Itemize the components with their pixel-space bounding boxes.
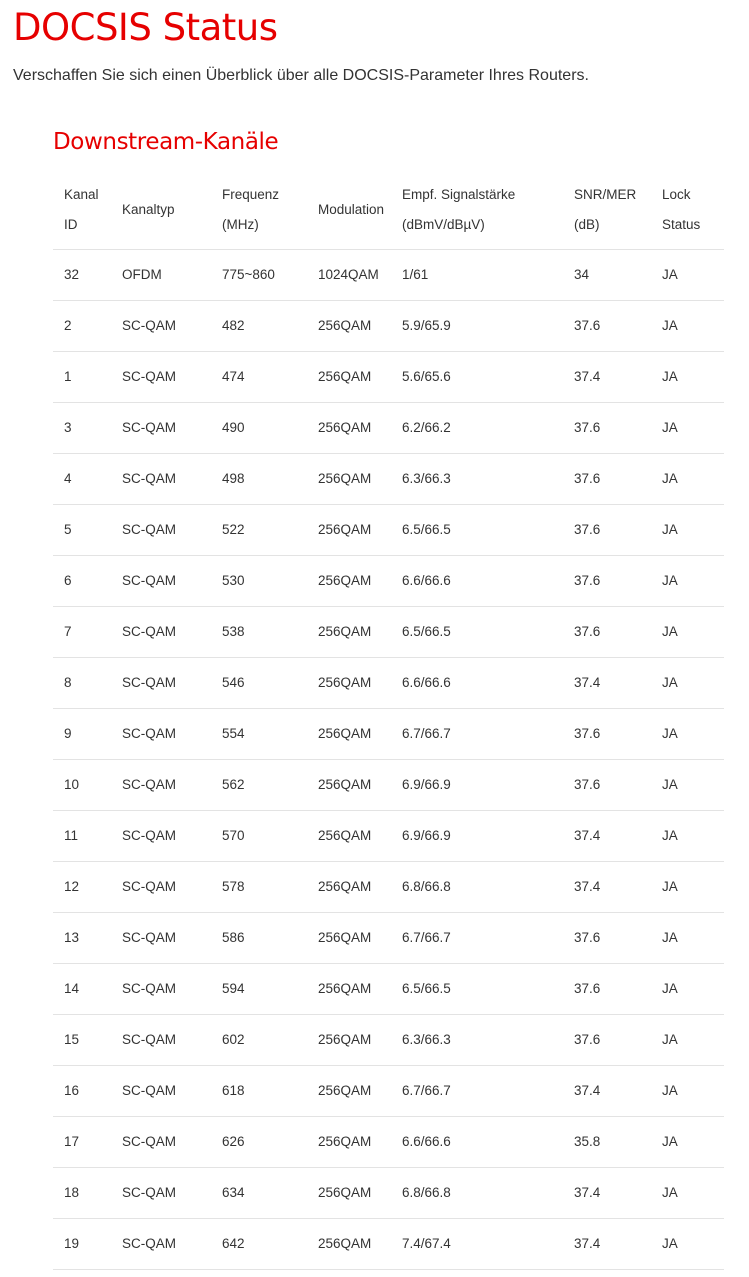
cell-snr-mer: 37.6 xyxy=(563,708,651,759)
cell-signal-power: 6.5/66.5 xyxy=(391,963,563,1014)
header-channel-id-line-1: Kanal xyxy=(64,187,99,203)
cell-lock-status: JA xyxy=(651,300,724,351)
cell-snr-mer: 37.4 xyxy=(563,1218,651,1269)
cell-signal-power: 6.7/66.7 xyxy=(391,912,563,963)
cell-signal-power: 6.7/66.7 xyxy=(391,1065,563,1116)
cell-signal-power: 5.6/65.6 xyxy=(391,351,563,402)
cell-modulation: 256QAM xyxy=(307,300,391,351)
cell-signal-power: 1/61 xyxy=(391,249,563,300)
cell-modulation: 256QAM xyxy=(307,606,391,657)
cell-lock-status: JA xyxy=(651,759,724,810)
table-row xyxy=(53,1218,724,1269)
cell-channel-type: SC-QAM xyxy=(111,1218,211,1269)
cell-channel-type: SC-QAM xyxy=(111,1014,211,1065)
table-body xyxy=(53,249,724,1269)
cell-lock-status: JA xyxy=(651,351,724,402)
cell-frequency: 562 xyxy=(211,759,307,810)
cell-snr-mer: 37.6 xyxy=(563,402,651,453)
table-row xyxy=(53,810,724,861)
cell-channel-type: SC-QAM xyxy=(111,708,211,759)
downstream-section-title: Downstream-Kanäle xyxy=(53,129,279,155)
cell-channel-type: SC-QAM xyxy=(111,504,211,555)
cell-signal-power: 6.9/66.9 xyxy=(391,810,563,861)
header-lock-status xyxy=(651,172,724,249)
cell-signal-power: 6.6/66.6 xyxy=(391,1116,563,1167)
cell-channel-id: 16 xyxy=(53,1065,111,1116)
cell-lock-status: JA xyxy=(651,963,724,1014)
cell-modulation: 256QAM xyxy=(307,1116,391,1167)
cell-channel-type: SC-QAM xyxy=(111,351,211,402)
cell-modulation: 256QAM xyxy=(307,708,391,759)
cell-modulation: 256QAM xyxy=(307,810,391,861)
cell-snr-mer: 37.6 xyxy=(563,555,651,606)
table-row xyxy=(53,912,724,963)
cell-signal-power: 6.7/66.7 xyxy=(391,708,563,759)
cell-frequency: 546 xyxy=(211,657,307,708)
cell-frequency: 634 xyxy=(211,1167,307,1218)
table-row xyxy=(53,555,724,606)
cell-frequency: 626 xyxy=(211,1116,307,1167)
cell-lock-status: JA xyxy=(651,861,724,912)
header-frequency-line-1: Frequenz xyxy=(222,187,280,203)
cell-frequency: 530 xyxy=(211,555,307,606)
table-row xyxy=(53,657,724,708)
cell-lock-status: JA xyxy=(651,810,724,861)
header-modulation xyxy=(307,172,391,249)
cell-lock-status: JA xyxy=(651,1218,724,1269)
cell-channel-id: 6 xyxy=(53,555,111,606)
cell-channel-id: 10 xyxy=(53,759,111,810)
table-row xyxy=(53,402,724,453)
cell-lock-status: JA xyxy=(651,606,724,657)
cell-signal-power: 6.6/66.6 xyxy=(391,555,563,606)
cell-modulation: 1024QAM xyxy=(307,249,391,300)
cell-channel-type: SC-QAM xyxy=(111,759,211,810)
downstream-channel-table xyxy=(53,172,724,1270)
cell-channel-id: 13 xyxy=(53,912,111,963)
cell-snr-mer: 37.6 xyxy=(563,1014,651,1065)
cell-modulation: 256QAM xyxy=(307,555,391,606)
header-channel-id-line-2: ID xyxy=(64,217,78,233)
cell-snr-mer: 35.8 xyxy=(563,1116,651,1167)
table-row xyxy=(53,1014,724,1065)
cell-channel-id: 15 xyxy=(53,1014,111,1065)
cell-lock-status: JA xyxy=(651,402,724,453)
cell-channel-type: SC-QAM xyxy=(111,963,211,1014)
cell-lock-status: JA xyxy=(651,453,724,504)
cell-channel-type: SC-QAM xyxy=(111,555,211,606)
cell-channel-id: 8 xyxy=(53,657,111,708)
header-snr-mer xyxy=(563,172,651,249)
table-row xyxy=(53,1065,724,1116)
cell-channel-type: SC-QAM xyxy=(111,1167,211,1218)
table-row xyxy=(53,249,724,300)
cell-lock-status: JA xyxy=(651,1065,724,1116)
cell-signal-power: 6.6/66.6 xyxy=(391,657,563,708)
cell-lock-status: JA xyxy=(651,708,724,759)
cell-channel-id: 19 xyxy=(53,1218,111,1269)
cell-lock-status: JA xyxy=(651,912,724,963)
header-channel-type xyxy=(111,172,211,249)
cell-modulation: 256QAM xyxy=(307,453,391,504)
cell-channel-type: SC-QAM xyxy=(111,402,211,453)
cell-frequency: 522 xyxy=(211,504,307,555)
cell-modulation: 256QAM xyxy=(307,351,391,402)
cell-channel-type: SC-QAM xyxy=(111,300,211,351)
cell-frequency: 538 xyxy=(211,606,307,657)
cell-frequency: 618 xyxy=(211,1065,307,1116)
cell-modulation: 256QAM xyxy=(307,1218,391,1269)
header-signal-power-line-2: (dBmV/dBµV) xyxy=(402,217,485,233)
table-row xyxy=(53,351,724,402)
cell-modulation: 256QAM xyxy=(307,759,391,810)
cell-channel-id: 14 xyxy=(53,963,111,1014)
cell-channel-id: 1 xyxy=(53,351,111,402)
page-title: DOCSIS Status xyxy=(13,6,278,49)
cell-frequency: 586 xyxy=(211,912,307,963)
cell-channel-id: 2 xyxy=(53,300,111,351)
header-frequency xyxy=(211,172,307,249)
cell-signal-power: 6.3/66.3 xyxy=(391,1014,563,1065)
page-subtitle: Verschaffen Sie sich einen Überblick über alle DOCSIS-Parameter Ihres Routers. xyxy=(13,67,589,84)
cell-signal-power: 6.5/66.5 xyxy=(391,606,563,657)
cell-frequency: 474 xyxy=(211,351,307,402)
header-snr-mer-line-1: SNR/MER xyxy=(574,187,637,203)
cell-channel-id: 18 xyxy=(53,1167,111,1218)
cell-signal-power: 6.2/66.2 xyxy=(391,402,563,453)
cell-channel-id: 9 xyxy=(53,708,111,759)
header-lock-status-line-1: Lock xyxy=(662,187,691,203)
cell-snr-mer: 37.4 xyxy=(563,861,651,912)
cell-snr-mer: 37.4 xyxy=(563,1167,651,1218)
cell-channel-id: 3 xyxy=(53,402,111,453)
cell-channel-id: 32 xyxy=(53,249,111,300)
cell-channel-type: SC-QAM xyxy=(111,1116,211,1167)
cell-signal-power: 6.8/66.8 xyxy=(391,861,563,912)
cell-lock-status: JA xyxy=(651,1116,724,1167)
cell-signal-power: 6.3/66.3 xyxy=(391,453,563,504)
header-signal-power-line-1: Empf. Signalstärke xyxy=(402,187,516,203)
table-row xyxy=(53,861,724,912)
table-row xyxy=(53,759,724,810)
cell-snr-mer: 37.6 xyxy=(563,606,651,657)
cell-channel-type: SC-QAM xyxy=(111,1065,211,1116)
table-row xyxy=(53,504,724,555)
table-row xyxy=(53,963,724,1014)
table-row xyxy=(53,1116,724,1167)
cell-frequency: 775~860 xyxy=(211,249,307,300)
cell-lock-status: JA xyxy=(651,657,724,708)
cell-snr-mer: 34 xyxy=(563,249,651,300)
cell-modulation: 256QAM xyxy=(307,1065,391,1116)
cell-signal-power: 7.4/67.4 xyxy=(391,1218,563,1269)
cell-lock-status: JA xyxy=(651,249,724,300)
cell-frequency: 570 xyxy=(211,810,307,861)
cell-channel-id: 17 xyxy=(53,1116,111,1167)
table-row xyxy=(53,300,724,351)
cell-frequency: 490 xyxy=(211,402,307,453)
cell-snr-mer: 37.4 xyxy=(563,351,651,402)
table-row xyxy=(53,453,724,504)
cell-channel-id: 5 xyxy=(53,504,111,555)
cell-snr-mer: 37.4 xyxy=(563,657,651,708)
cell-signal-power: 6.9/66.9 xyxy=(391,759,563,810)
cell-channel-id: 7 xyxy=(53,606,111,657)
header-lock-status-line-2: Status xyxy=(662,217,701,233)
cell-frequency: 594 xyxy=(211,963,307,1014)
cell-modulation: 256QAM xyxy=(307,504,391,555)
cell-snr-mer: 37.6 xyxy=(563,300,651,351)
cell-snr-mer: 37.6 xyxy=(563,504,651,555)
cell-channel-type: SC-QAM xyxy=(111,453,211,504)
cell-channel-type: SC-QAM xyxy=(111,861,211,912)
cell-lock-status: JA xyxy=(651,504,724,555)
header-modulation-line-1: Modulation xyxy=(318,202,385,218)
header-signal-power xyxy=(391,172,563,249)
cell-frequency: 602 xyxy=(211,1014,307,1065)
cell-lock-status: JA xyxy=(651,555,724,606)
cell-channel-type: SC-QAM xyxy=(111,657,211,708)
header-row xyxy=(53,172,724,249)
cell-lock-status: JA xyxy=(651,1167,724,1218)
cell-snr-mer: 37.6 xyxy=(563,453,651,504)
cell-modulation: 256QAM xyxy=(307,402,391,453)
cell-channel-type: SC-QAM xyxy=(111,606,211,657)
cell-snr-mer: 37.6 xyxy=(563,963,651,1014)
cell-frequency: 498 xyxy=(211,453,307,504)
cell-frequency: 482 xyxy=(211,300,307,351)
table-row xyxy=(53,1167,724,1218)
cell-modulation: 256QAM xyxy=(307,963,391,1014)
cell-modulation: 256QAM xyxy=(307,657,391,708)
cell-snr-mer: 37.4 xyxy=(563,1065,651,1116)
cell-channel-id: 12 xyxy=(53,861,111,912)
cell-modulation: 256QAM xyxy=(307,912,391,963)
cell-signal-power: 6.5/66.5 xyxy=(391,504,563,555)
header-channel-id xyxy=(53,172,111,249)
cell-channel-id: 11 xyxy=(53,810,111,861)
cell-modulation: 256QAM xyxy=(307,1014,391,1065)
table-row xyxy=(53,606,724,657)
cell-channel-type: SC-QAM xyxy=(111,810,211,861)
header-channel-type-line-1: Kanaltyp xyxy=(122,202,175,218)
cell-modulation: 256QAM xyxy=(307,861,391,912)
cell-snr-mer: 37.6 xyxy=(563,759,651,810)
header-snr-mer-line-2: (dB) xyxy=(574,217,600,233)
table-row xyxy=(53,708,724,759)
cell-frequency: 578 xyxy=(211,861,307,912)
cell-frequency: 554 xyxy=(211,708,307,759)
cell-signal-power: 6.8/66.8 xyxy=(391,1167,563,1218)
cell-frequency: 642 xyxy=(211,1218,307,1269)
cell-snr-mer: 37.4 xyxy=(563,810,651,861)
cell-modulation: 256QAM xyxy=(307,1167,391,1218)
table-header xyxy=(53,172,724,249)
cell-signal-power: 5.9/65.9 xyxy=(391,300,563,351)
cell-lock-status: JA xyxy=(651,1014,724,1065)
cell-snr-mer: 37.6 xyxy=(563,912,651,963)
header-frequency-line-2: (MHz) xyxy=(222,217,259,233)
cell-channel-type: OFDM xyxy=(111,249,211,300)
cell-channel-type: SC-QAM xyxy=(111,912,211,963)
cell-channel-id: 4 xyxy=(53,453,111,504)
